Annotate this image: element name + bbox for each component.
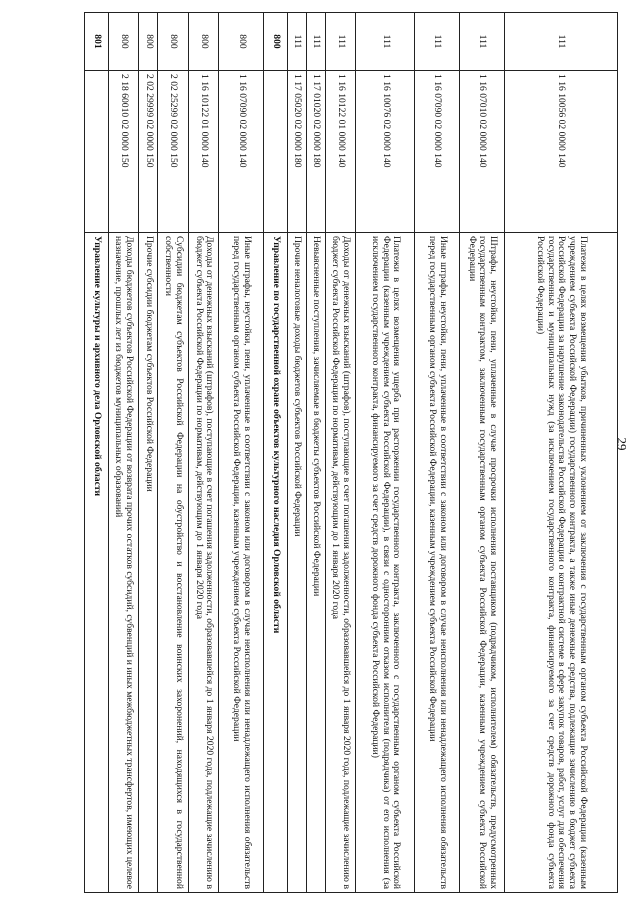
- revenue-description-cell: Доходы бюджетов субъектов Российской Федерации от возврата прочих остатков субсидий, субвенций и иных межбюджетных трансфертов, имеющих целевое назначение, прошлых лет из бюджетов муниципальных образований: [108, 233, 139, 893]
- revenue-description-cell: Субсидии бюджетам субъектов Российской Федерации на обустройство и восстановление воинских захоронений, находящихся в государственной собственности: [158, 233, 189, 893]
- budget-code-cell: 2 18 60010 02 0000 150: [108, 71, 139, 233]
- budget-code-cell: [264, 71, 288, 233]
- rotated-table-container: [84, 12, 618, 892]
- revenue-description-cell: Доходы от денежных взысканий (штрафов), поступающие в счет погашения задолженности, образовавшейся до 1 января 2020 года, подлежащие зачислению в бюджет субъекта Российской Федерации по нормативам, действующим до 1 января 2020 года: [325, 233, 356, 893]
- table-row: [158, 13, 189, 893]
- administrator-name-cell: Управление по государственной охране объектов культурного наследия Орловской области: [264, 233, 288, 893]
- revenue-description-cell: Доходы от денежных взысканий (штрафов), поступающие в счет погашения задолженности, образовавшейся до 1 января 2020 года, подлежащие зачислению в бюджет субъекта Российской Федерации по нормативам, действующим до 1 января 2020 года: [188, 233, 219, 893]
- budget-code-cell: [85, 71, 109, 233]
- table-row: [108, 13, 139, 893]
- table-row: [460, 13, 505, 893]
- table-body: [85, 13, 618, 893]
- table-row: [264, 13, 288, 893]
- revenue-description-cell: Штрафы, неустойки, пени, уплаченные в случае просрочки исполнения поставщиком (подрядчиком, исполнителем) обязательств, предусмотренных государственным контрактом, заключенным государственным органом субъекта Российской Федерации, казенным учреждением субъекта Российской Федерации: [460, 233, 505, 893]
- admin-code-cell: 111: [415, 13, 460, 71]
- revenue-description-cell: Платежи в целях возмещения ущерба при расторжении государственного контракта, заключенного с государственным органом субъекта Российской Федерации (казенным учреждением субъекта Российской Федерации), в связи с односторонним отказом исполнителя (подрядчика) от его исполнения (за исключением государственного контракта, финансируемого за счет средств дорожного фонда субъекта Российской Федерации): [356, 233, 415, 893]
- admin-code-cell: 800: [264, 13, 288, 71]
- revenue-description-cell: Иные штрафы, неустойки, пени, уплаченные в соответствии с законом или договором в случае неисполнения или ненадлежащего исполнения обязательств перед государственным органом субъекта Российской Федерации, казенным учреждением субъекта Российской Федерации: [415, 233, 460, 893]
- revenue-codes-table: [84, 12, 618, 893]
- page-number: 29: [614, 437, 630, 451]
- table-row: [287, 13, 306, 893]
- budget-code-cell: 1 16 07090 02 0000 140: [415, 71, 460, 233]
- revenue-description-cell: Прочие субсидии бюджетам субъектов Российской Федерации: [139, 233, 158, 893]
- table-row: [188, 13, 219, 893]
- admin-code-cell: 111: [460, 13, 505, 71]
- revenue-description-cell: Иные штрафы, неустойки, пени, уплаченные в соответствии с законом или договором в случае неисполнения или ненадлежащего исполнения обязательств перед государственным органом субъекта Российской Федерации, казенным учреждением субъекта Российской Федерации: [219, 233, 264, 893]
- revenue-description-cell: Невыясненные поступления, зачисляемые в бюджеты субъектов Российской Федерации: [306, 233, 325, 893]
- budget-code-cell: 1 16 10056 02 0000 140: [504, 71, 617, 233]
- admin-code-cell: 801: [85, 13, 109, 71]
- table-row: [356, 13, 415, 893]
- admin-code-cell: 111: [287, 13, 306, 71]
- admin-code-cell: 111: [325, 13, 356, 71]
- admin-code-cell: 800: [158, 13, 189, 71]
- budget-code-cell: 1 16 10076 02 0000 140: [356, 71, 415, 233]
- table-row: [504, 13, 617, 893]
- budget-code-cell: 1 16 07010 02 0000 140: [460, 71, 505, 233]
- budget-code-cell: 2 02 29999 02 0000 150: [139, 71, 158, 233]
- table-row: [415, 13, 460, 893]
- budget-code-cell: 2 02 25299 02 0000 150: [158, 71, 189, 233]
- admin-code-cell: 800: [139, 13, 158, 71]
- revenue-description-cell: Прочие неналоговые доходы бюджетов субъектов Российской Федерации: [287, 233, 306, 893]
- administrator-name-cell: Управление культуры и архивного дела Орловской области: [85, 233, 109, 893]
- budget-code-cell: 1 17 05020 02 0000 180: [287, 71, 306, 233]
- revenue-description-cell: Платежи в целях возмещения убытков, причиненных уклонением от заключения с государственным органом субъекта Российской Федерации (казенным учреждением субъекта Российской Федерации) государственного контракта, а также иные денежные средства, подлежащие зачислению в бюджет субъекта Российской Федерации за нарушение законодательства Российской Федерации о контрактной системе в сфере закупок товаров, работ, услуг для обеспечения государственных и муниципальных нужд (за исключением государственного контракта, финансируемого за счет средств дорожного фонда субъекта Российской Федерации): [504, 233, 617, 893]
- budget-code-cell: 1 16 10122 01 0000 140: [325, 71, 356, 233]
- admin-code-cell: 111: [504, 13, 617, 71]
- admin-code-cell: 800: [108, 13, 139, 71]
- admin-code-cell: 111: [306, 13, 325, 71]
- table-row: [306, 13, 325, 893]
- budget-code-cell: 1 16 07090 02 0000 140: [219, 71, 264, 233]
- budget-code-cell: 1 16 10122 01 0000 140: [188, 71, 219, 233]
- admin-code-cell: 800: [219, 13, 264, 71]
- table-row: [219, 13, 264, 893]
- budget-code-cell: 1 17 01020 02 0000 180: [306, 71, 325, 233]
- table-row: [85, 13, 109, 893]
- admin-code-cell: 800: [188, 13, 219, 71]
- table-row: [139, 13, 158, 893]
- admin-code-cell: 111: [356, 13, 415, 71]
- table-row: [325, 13, 356, 893]
